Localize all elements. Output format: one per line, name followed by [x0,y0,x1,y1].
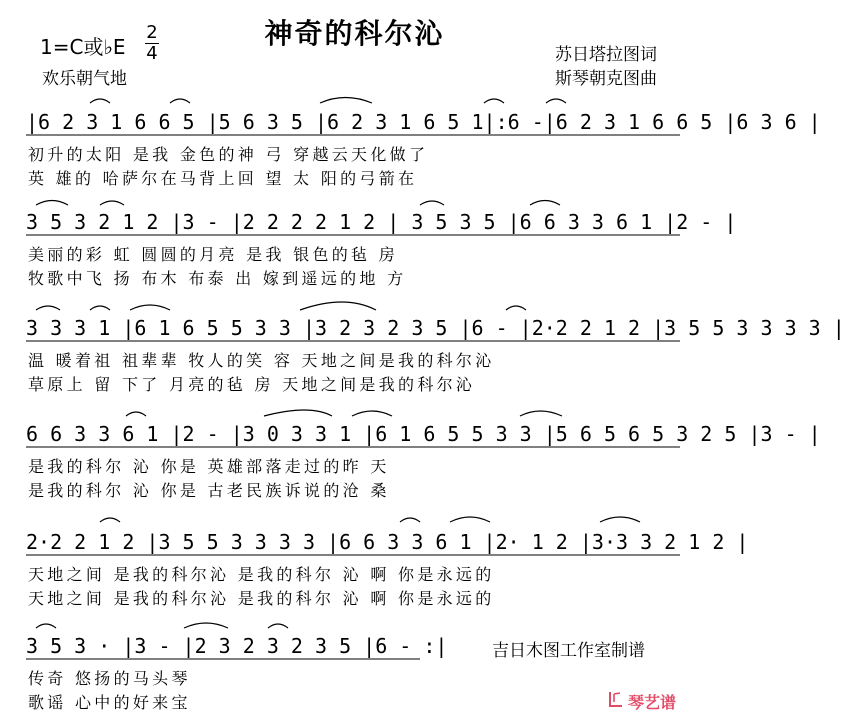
lyrics-line-2a: 美丽的彩 虹 圆圆的月亮 是我 银色的毡 房 [28,245,399,264]
slur [130,305,170,310]
lyricist-credit: 苏日塔拉图词 [555,45,657,65]
lyrics-line-1a: 初升的太阳 是我 金色的神 弓 穿越云天化做了 [28,145,429,164]
lyrics-line-4a: 是我的科尔 沁 你是 英雄部落走过的昨 天 [28,457,390,476]
slur [36,201,68,206]
lyrics-line-3b: 草原上 留 下了 月亮的毡 房 天地之间是我的科尔沁 [28,375,476,394]
lyrics-line-5b: 天地之间 是我的科尔沁 是我的科尔 沁 啊 你是永远的 [28,589,495,608]
slur [400,518,420,522]
slur [320,98,372,104]
time-top: 2 [146,22,158,43]
slur [90,306,110,310]
lyrics-line-6a: 传奇 悠扬的马头琴 [28,669,191,688]
lyrics-line-4b: 是我的科尔 沁 你是 古老民族诉说的沧 桑 [28,481,390,500]
time-signature [145,24,159,63]
notation-line-1: |6 2 3 1 6 6 5 |5 6 3 5 |6 2 3 1 6 5 1|:6 -|6 2 3 1 6 6 5 |6 3 6 | [26,110,821,134]
slur [264,410,332,416]
slur [450,517,490,522]
slur [600,517,640,522]
brand-logo: 琴艺谱 [628,693,677,712]
key-signature: 1=C或♭E [40,35,126,59]
notation-line-4: 6 6 3 3 6 1 |2 - |3 0 3 3 1 |6 1 6 5 5 3 3 |5 6 5 6 5 3 2 5 |3 - | [26,422,821,446]
slur [170,99,190,103]
slur [546,99,566,103]
slur [420,201,444,205]
slur [530,201,560,206]
tempo-mood: 欢乐朝气地 [42,69,127,89]
notation-line-6: 3 5 3 · |3 - |2 3 2 3 2 3 5 |6 - :| [26,634,448,658]
lyrics-line-5a: 天地之间 是我的科尔沁 是我的科尔 沁 啊 你是永远的 [28,565,495,584]
time-bottom: 4 [146,43,158,64]
notation-line-2: 3 5 3 2 1 2 |3 - |2 2 2 2 1 2 | 3 5 3 5 |6 6 3 3 6 1 |2 - | [26,210,737,234]
lyrics-line-1b: 英 雄的 哈萨尔在马背上回 望 太 阳的弓箭在 [28,169,418,188]
composer-credit: 斯琴朝克图曲 [555,69,657,89]
slur [36,306,60,310]
notation-line-5: 2·2 2 1 2 |3 5 5 3 3 3 3 |6 6 3 3 6 1 |2· 1 2 |3·3 3 2 1 2 | [26,530,749,554]
slur [268,624,288,628]
publisher-credit: 吉日木图工作室制谱 [492,641,645,661]
page-title: 神奇的科尔沁 [264,17,445,50]
lyrics-line-6b: 歌谣 心中的好来宝 [28,693,191,712]
notation-line-3: 3 3 3 1 |6 1 6 5 5 3 3 |3 2 3 2 3 5 |6 - |2·2 2 1 2 |3 5 5 3 3 3 3 | [26,316,845,340]
slur [484,99,504,103]
slur [300,302,376,310]
slur [352,411,392,416]
music-note-icon [607,690,625,708]
lyrics-line-2b: 牧歌中飞 扬 布木 布泰 出 嫁到遥远的地 方 [28,269,407,288]
slur [36,624,56,628]
slur [90,99,110,103]
slur [184,623,228,628]
lyrics-line-3a: 温 暖着祖 祖辈辈 牧人的笑 容 天地之间是我的科尔沁 [28,351,495,370]
slur [100,518,120,522]
slur [100,201,124,205]
slur [506,306,526,310]
slur [126,412,146,416]
slur [520,411,562,416]
